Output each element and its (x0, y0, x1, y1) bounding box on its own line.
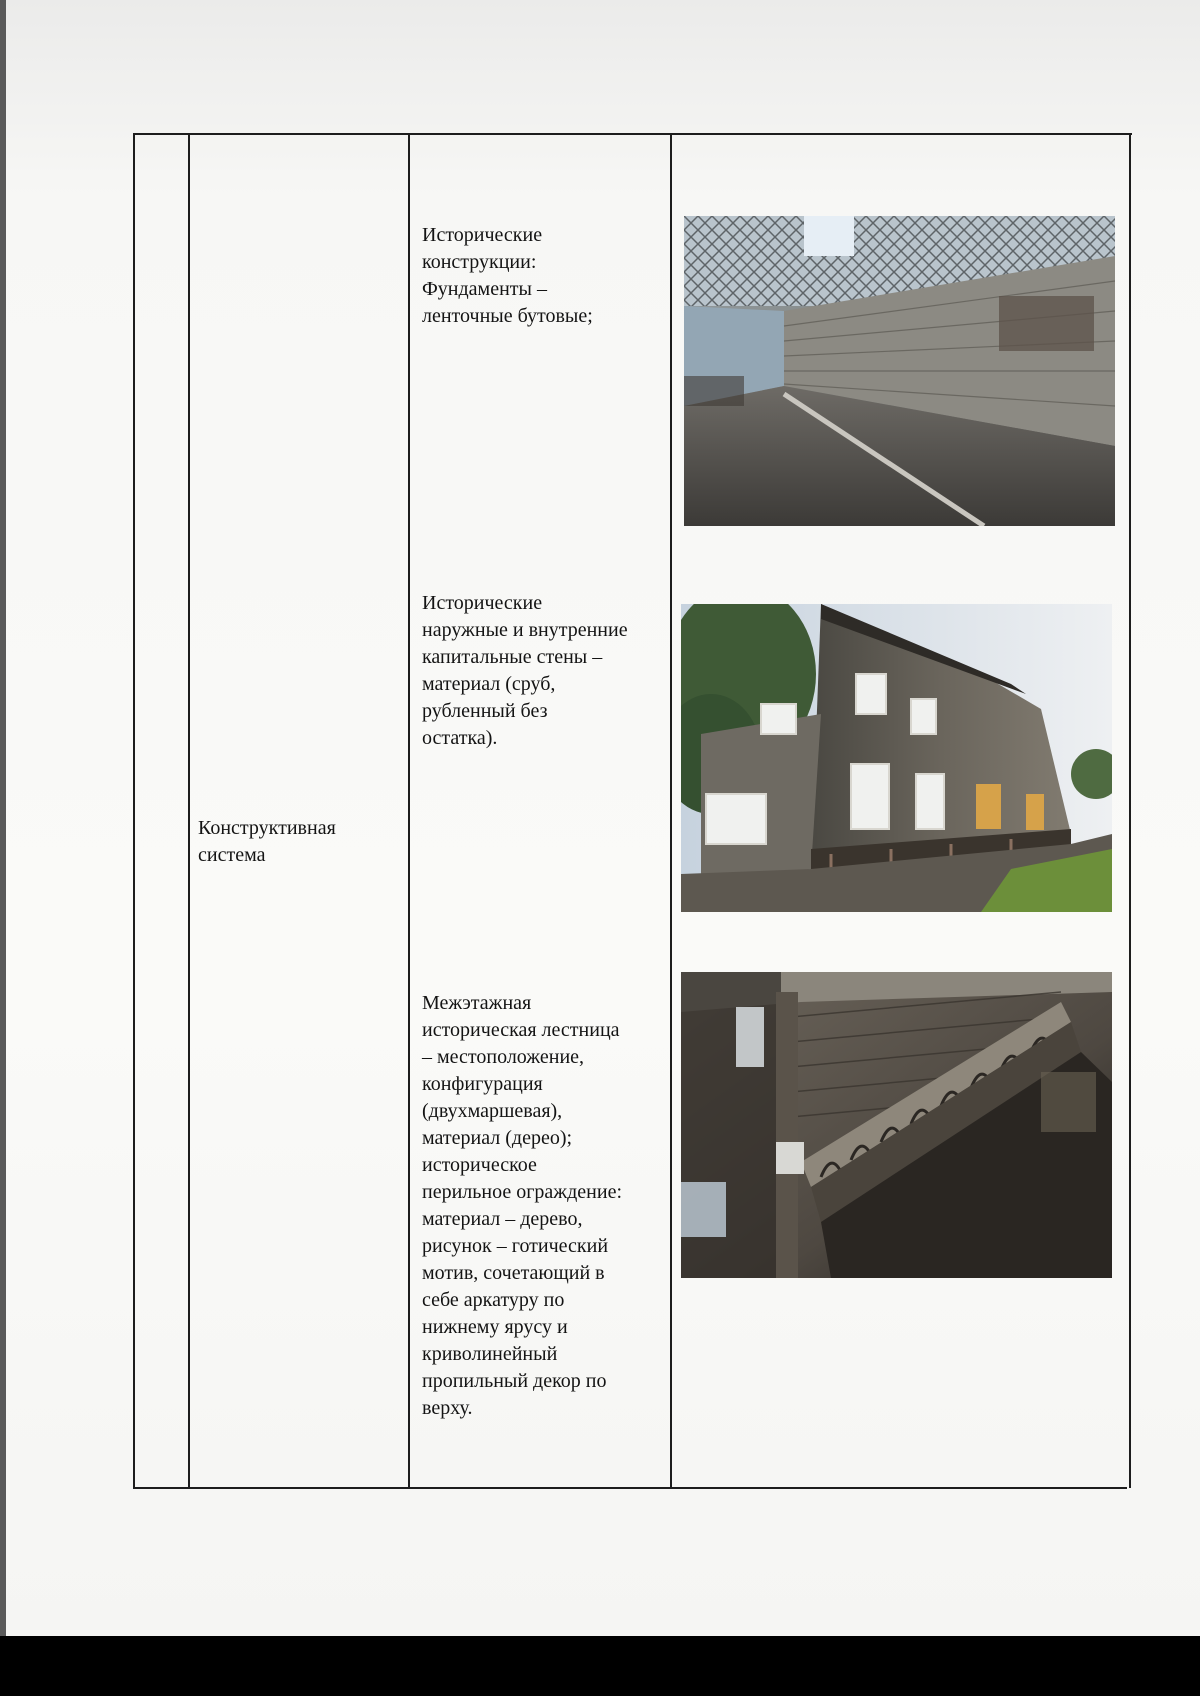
scan-bottom-border (0, 1636, 1200, 1696)
category-cell: Конструктивная система (198, 817, 336, 866)
table-top-border (133, 133, 1132, 135)
description-staircase: Межэтажная историческая лестница – местоположение, конфигурация (двухмаршевая), материал (дерео); историческое перильное ограждение: материал – дерево, рисунок – готический мотив, сочетающий в себе аркатуру по нижнему ярусу и криволинейный пропильный декор по верху. (422, 992, 622, 1419)
column-divider-3 (670, 134, 672, 1488)
table-right-border (1129, 134, 1131, 1488)
description-walls: Исторические наружные и внутренние капитальные стены – материал (сруб, рубленный без остатка). (422, 592, 628, 749)
scan-edge-shadow (0, 0, 6, 1636)
table-bottom-border (133, 1487, 1127, 1489)
log-house-facade-photo (681, 604, 1112, 912)
table-left-border (133, 133, 135, 1489)
basement-foundation-photo (684, 216, 1115, 526)
wooden-staircase-photo (681, 972, 1112, 1278)
description-foundations: Исторические конструкции: Фундаменты – ленточные бутовые; (422, 224, 593, 327)
column-divider-1 (188, 133, 190, 1489)
column-divider-2 (408, 133, 410, 1489)
